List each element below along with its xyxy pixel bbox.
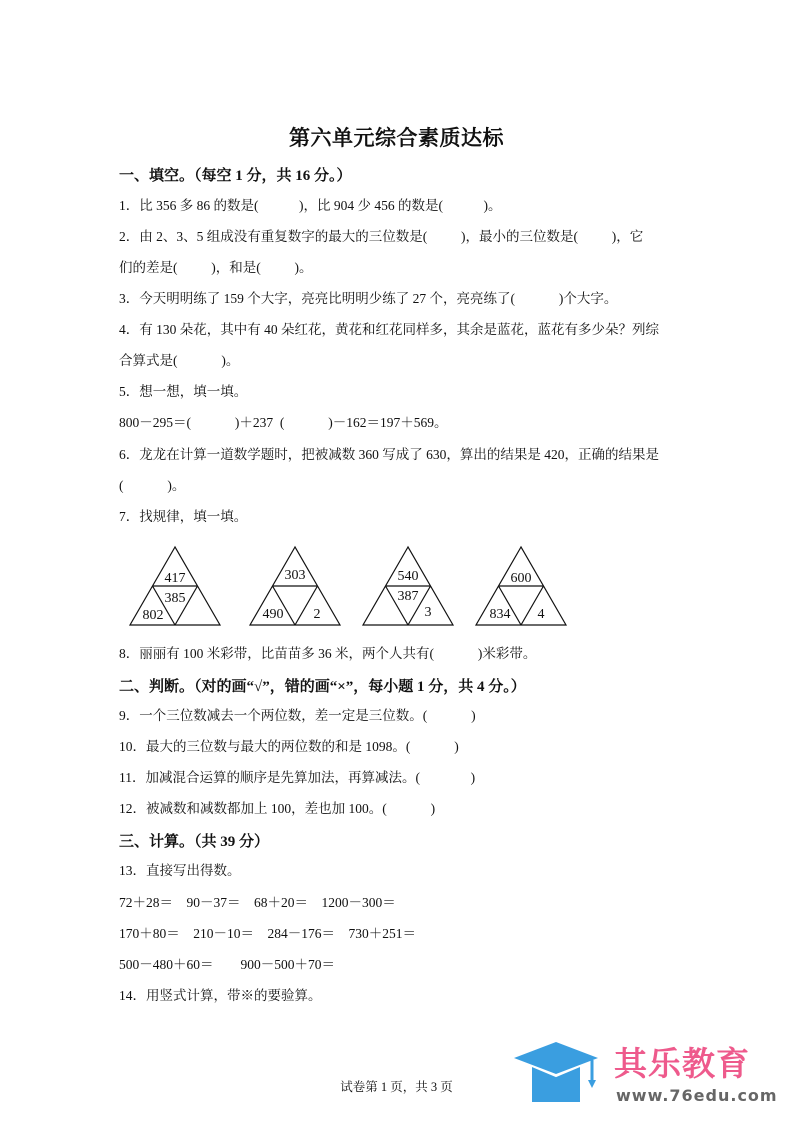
logo-url: www.76edu.com — [616, 1086, 778, 1105]
question-9: 9．一个三位数减去一个两位数，差一定是三位数。( ) — [119, 708, 476, 723]
pattern-triangle-3 — [361, 545, 457, 627]
pattern-triangle-4 — [474, 545, 570, 627]
question-11: 11．加减混合运算的顺序是先算加法，再算减法。( ) — [119, 770, 476, 785]
question-10: 10．最大的三位数与最大的两位数的和是 1098。( ) — [119, 739, 459, 754]
triangle-4-right: 4 — [537, 607, 545, 622]
triangle-4-top: 600 — [510, 571, 532, 586]
section-calc-heading: 三、计算。（共 39 分） — [119, 834, 270, 850]
question-6-line2: ( )。 — [119, 478, 186, 493]
triangle-3-center: 387 — [397, 589, 419, 604]
question-2-line2: 们的差是( )，和是( )。 — [119, 260, 313, 275]
question-3: 3．今天明明练了 159 个大字，亮亮比明明少练了 27 个，亮亮练了( )个大字。 — [119, 291, 618, 306]
question-5: 5．想一想，填一填。 — [119, 384, 248, 399]
question-13-row2: 170＋80＝ 210－10＝ 284－176＝ 730＋251＝ — [119, 926, 416, 941]
question-7: 7．找规律，填一填。 — [119, 509, 248, 524]
question-4-line2: 合算式是( )。 — [119, 353, 240, 368]
triangle-4-left: 834 — [489, 607, 511, 622]
question-14: 14．用竖式计算，带※的要验算。 — [119, 988, 322, 1003]
section-fill-blank-heading: 一、填空。（每空 1 分，共 16 分。） — [119, 168, 352, 184]
question-13: 13．直接写出得数。 — [119, 863, 241, 878]
question-1: 1．比 356 多 86 的数是( )，比 904 少 456 的数是( )。 — [119, 198, 502, 213]
pattern-triangle-2 — [248, 545, 344, 627]
triangle-1-center: 385 — [164, 591, 186, 606]
watermark-logo — [512, 1038, 787, 1108]
triangle-2-left: 490 — [262, 607, 284, 622]
page-title: 第六单元综合素质达标 — [289, 126, 504, 150]
triangle-2-top: 303 — [284, 568, 306, 583]
question-5-equations: 800－295＝( )＋237 ( )－162＝197＋569。 — [119, 415, 448, 430]
question-8: 8．丽丽有 100 米彩带，比苗苗多 36 米，两个人共有( )米彩带。 — [119, 646, 537, 661]
graduation-cap-icon — [512, 1040, 612, 1104]
section-judge-heading: 二、判断。（对的画“√”，错的画“×”，每小题 1 分，共 4 分。） — [119, 679, 526, 695]
logo-name: 其乐教育 — [614, 1044, 750, 1083]
triangle-1-left: 802 — [142, 608, 164, 623]
question-2-line1: 2．由 2、3、5 组成没有重复数字的最大的三位数是( )，最小的三位数是( )，它 — [119, 229, 644, 244]
page-footer: 试卷第 1 页，共 3 页 — [340, 1080, 453, 1094]
question-4-line1: 4．有 130 朵花，其中有 40 朵红花，黄花和红花同样多，其余是蓝花，蓝花有多少朵？列综 — [119, 322, 659, 337]
triangle-2-right: 2 — [313, 607, 321, 622]
triangle-1-top: 417 — [164, 571, 186, 586]
pattern-triangle-1 — [128, 545, 224, 627]
question-6-line1: 6．龙龙在计算一道数学题时，把被减数 360 写成了 630，算出的结果是 420，正确的结果是 — [119, 447, 659, 462]
question-12: 12．被减数和减数都加上 100，差也加 100。( ) — [119, 801, 436, 816]
question-13-row3: 500－480＋60＝ 900－500＋70＝ — [119, 957, 335, 972]
triangle-3-top: 540 — [397, 569, 419, 584]
triangle-3-right: 3 — [424, 605, 432, 620]
question-13-row1: 72＋28＝ 90－37＝ 68＋20＝ 1200－300＝ — [119, 895, 396, 910]
